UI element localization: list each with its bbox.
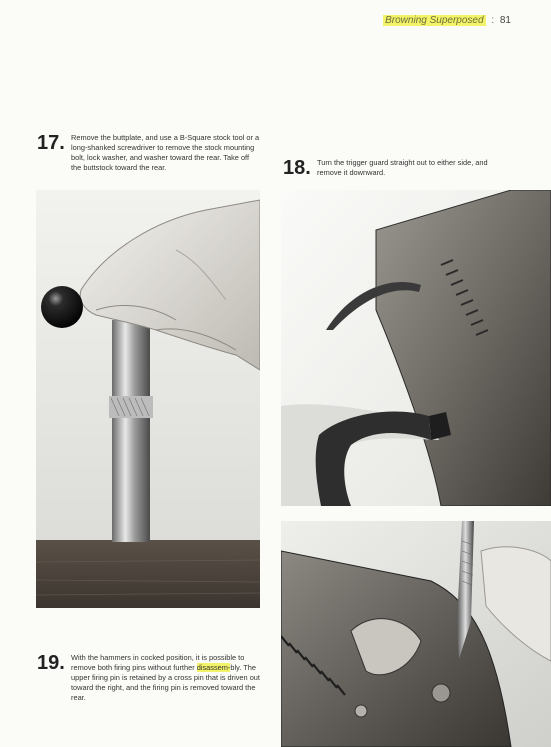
- step-18: [283, 158, 513, 188]
- trigger-guard-illustration: [281, 190, 551, 506]
- stock-tool-illustration: [36, 190, 260, 608]
- step-number: 19.: [37, 652, 65, 674]
- book-title: Browning Superposed: [385, 15, 484, 26]
- firing-pin-illustration: [281, 521, 551, 747]
- highlighted-word: disassem-: [196, 663, 231, 672]
- step-17: [37, 133, 262, 179]
- header-separator: :: [491, 15, 495, 26]
- photo-trigger-guard: [281, 190, 551, 506]
- step-number: 18.: [283, 157, 311, 179]
- photo-firing-pin: [281, 521, 551, 747]
- step-text: Turn the trigger guard straight out to either side, and remove it downward.: [317, 158, 488, 177]
- step-text: With the hammers in cocked position, it is possible to remove both firing pins without further disassem-bly. The upper firing pin is retained by a cross pin that is driven out toward the right, and the firing pin is removed toward the rear.: [71, 653, 260, 702]
- step-text: Remove the buttplate, and use a B-Square stock tool or a long-shanked screwdriver to remove the stock mounting bolt, lock washer, and washer toward the rear. Take off the buttstock toward the rear.: [71, 133, 260, 172]
- page-number: 81: [499, 15, 511, 26]
- step-number: 17.: [37, 132, 65, 154]
- running-header: [383, 15, 511, 26]
- photo-stock-tool: [36, 190, 260, 608]
- step-19: [37, 653, 262, 707]
